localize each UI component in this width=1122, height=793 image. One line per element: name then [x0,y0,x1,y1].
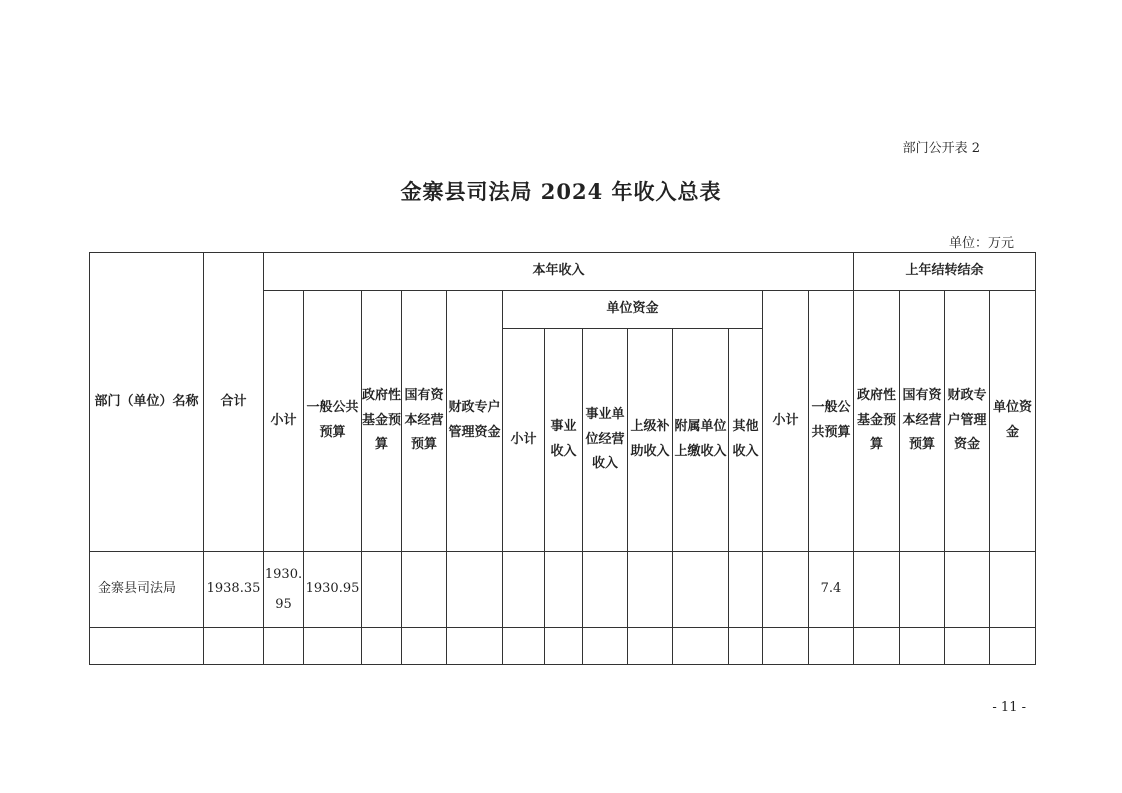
header-ly-subtotal: 小计 [763,291,809,552]
table-label: 部门公开表 2 [902,141,980,156]
header-uf-operating: 事业单位经营收入 [583,329,628,552]
header-uf-subsidy: 上级补助收入 [628,329,673,552]
header-last-year: 上年结转结余 [854,253,1036,291]
header-this-year: 本年收入 [264,253,854,291]
header-unit-funds-group: 单位资金 [503,291,763,329]
header-cy-subtotal: 小计 [264,291,304,552]
row-cell-empty [402,552,447,628]
header-ly-state-capital: 国有资本经营预算 [900,291,945,552]
row-cell-empty [854,552,900,628]
header-uf-business: 事业收入 [545,329,583,552]
header-uf-affiliated: 附属单位上缴收入 [673,329,729,552]
row-cell-empty [503,552,545,628]
row-cell-empty [545,552,583,628]
page-title: 金寨县司法局 2024 年收入总表 [400,179,722,204]
header-ly-general: 一般公共预算 [809,291,854,552]
row-cell-empty [763,552,809,628]
header-ly-special: 财政专户管理资金 [945,291,990,552]
row-cell-empty [729,552,763,628]
header-cy-state-capital: 国有资本经营预算 [402,291,447,552]
table-row-empty [90,628,1036,665]
header-ly-gov-fund: 政府性基金预算 [854,291,900,552]
unit-label: 单位：万元 [948,236,1014,251]
row-cy-general: 1930.95 [304,552,362,628]
row-cell-empty [628,552,673,628]
row-cell-empty [900,552,945,628]
row-total: 1938.35 [204,552,264,628]
income-summary-table [89,252,1036,665]
row-cell-empty [673,552,729,628]
header-uf-other: 其他收入 [729,329,763,552]
row-cell-empty [945,552,990,628]
row-cell-empty [990,552,1036,628]
row-ly-subtotal: 7.4 [809,552,854,628]
page-number: - 11 - [992,700,1026,715]
row-dept-name: 金寨县司法局 [90,552,204,628]
header-total: 合计 [204,253,264,552]
row-cell-empty [583,552,628,628]
header-cy-gov-fund: 政府性基金预算 [362,291,402,552]
header-dept-name: 部门（单位）名称 [90,253,204,552]
header-cy-general: 一般公共预算 [304,291,362,552]
row-cell-empty [362,552,402,628]
header-uf-subtotal: 小计 [503,329,545,552]
header-ly-unit-funds: 单位资金 [990,291,1036,552]
header-cy-special: 财政专户管理资金 [447,291,503,552]
row-cell-empty [447,552,503,628]
row-cy-subtotal: 1930.95 [264,552,304,628]
table-row [90,552,1036,628]
